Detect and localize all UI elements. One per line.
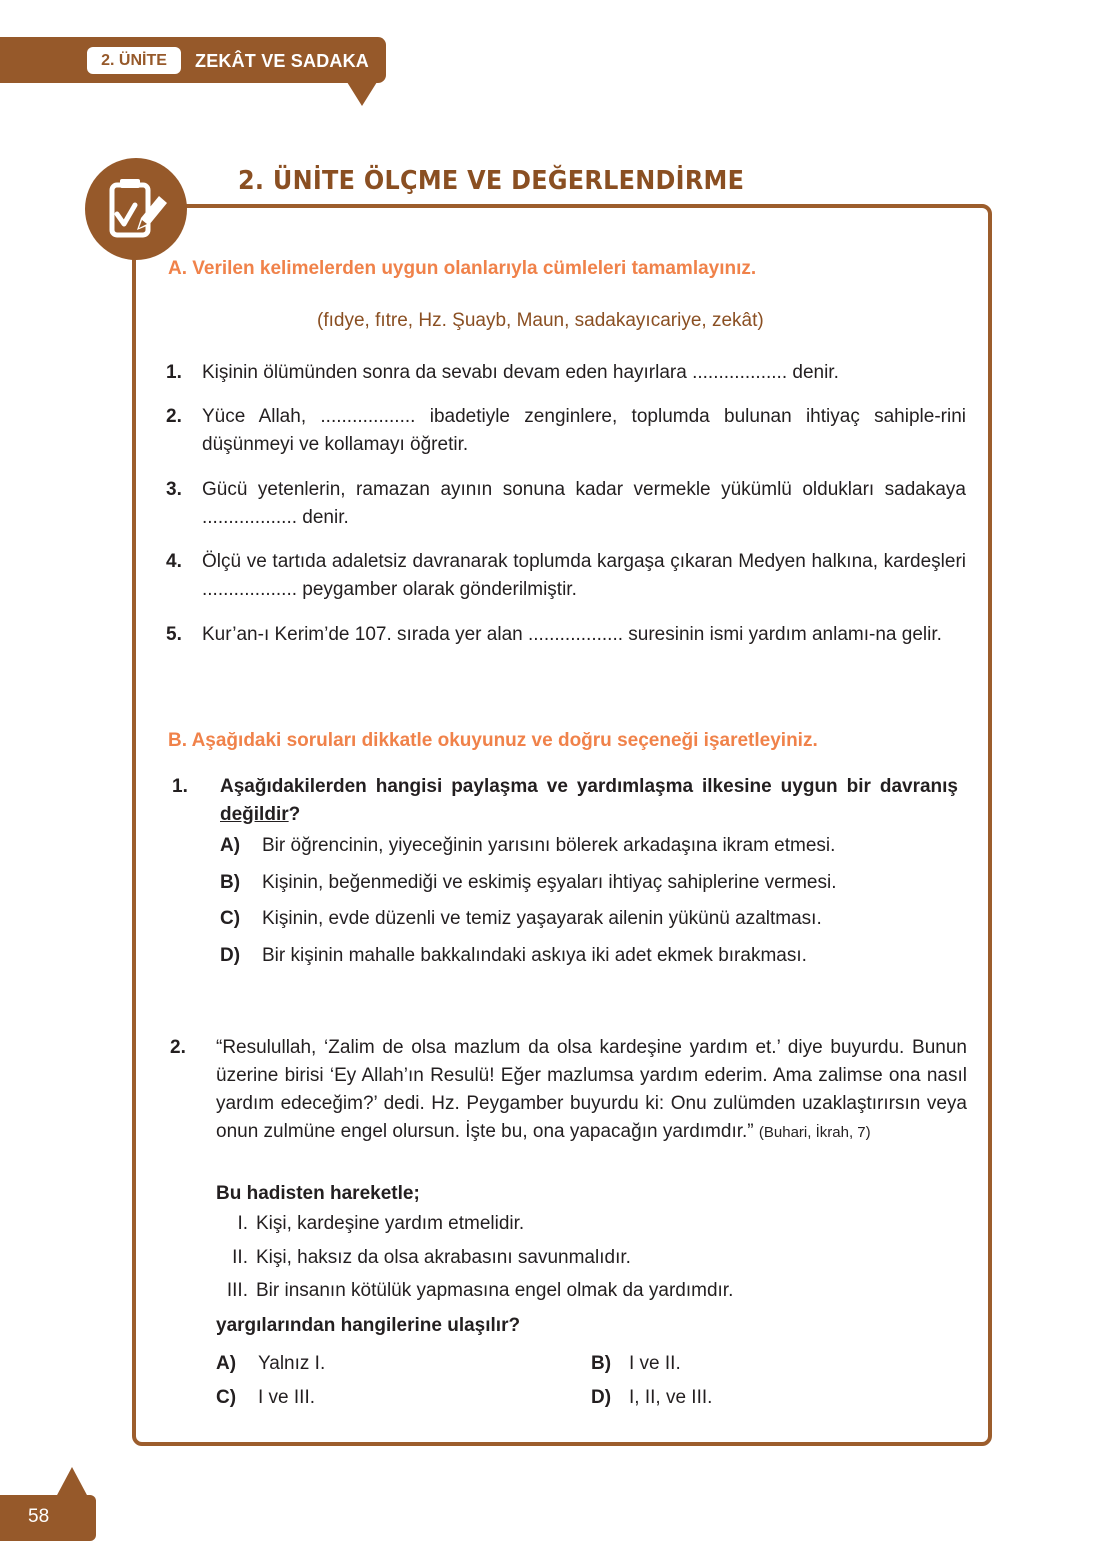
unit-label-badge: 2. ÜNİTE (87, 47, 181, 74)
question-number: 2. (170, 1037, 186, 1058)
banner-pointer (347, 82, 377, 106)
question-text: Kur’an-ı Kerim’de 107. sırada yer alan .................. suresinin ismi yardım anlamı-na gelir. (202, 624, 942, 645)
question-number: 1. (166, 362, 182, 383)
clipboard-check-pencil-icon (85, 158, 187, 260)
option-label: A) (220, 835, 241, 856)
statement-text: Kişi, haksız da olsa akrabasını savunmalıdır. (256, 1247, 631, 1268)
option-label: A) (216, 1353, 237, 1374)
option-text: Bir öğrencinin, yiyeceğinin yarısını bölerek arkadaşına ikram etmesi. (262, 835, 836, 856)
unit-title: ZEKÂT VE SADAKA (195, 51, 370, 71)
statement-text: Kişi, kardeşine yardım etmelidir. (256, 1213, 525, 1234)
question-number: 4. (166, 551, 182, 572)
stem-text: Aşağıdakilerden hangisi paylaşma ve yardımlaşma ilkesine uygun bir davranış (220, 776, 958, 797)
option-text: Kişinin, beğenmediği ve eskimiş eşyaları ihtiyaç sahiplerine vermesi. (262, 872, 837, 893)
section-title: 2. ÜNİTE ÖLÇME VE DEĞERLENDİRME (238, 166, 745, 196)
q2-option-d[interactable] (591, 1384, 712, 1412)
q1-option-a[interactable] (220, 832, 835, 860)
statement-text: Bir insanın kötülük yapmasına engel olmak da yardımdır. (256, 1280, 734, 1301)
option-text: Kişinin, evde düzenli ve temiz yaşayarak ailenin yükünü azaltması. (262, 908, 822, 929)
fill-question-4 (166, 548, 966, 604)
fill-question-1 (166, 359, 966, 387)
stem-end: ? (288, 804, 301, 825)
part-b-heading: B. Aşağıdaki soruları dikkatle okuyunuz ve doğru seçeneği işaretleyiniz. (168, 730, 818, 751)
question-number: 2. (166, 406, 182, 427)
option-text: I ve III. (258, 1387, 316, 1408)
option-text: Yalnız I. (258, 1353, 326, 1374)
option-label: B) (591, 1353, 612, 1374)
question-number: 3. (166, 479, 182, 500)
stem-emphasis: değildir (220, 804, 289, 825)
mc-question-2 (170, 1034, 967, 1147)
question-text: Yüce Allah, .................. ibadetiyle zenginlere, toplumda bulunan ihtiyaç sahiple-rini düşünmeyi ve kollamayı öğretir. (202, 406, 966, 455)
statement-2 (212, 1244, 631, 1272)
question-text: Ölçü ve tartıda adaletsiz davranarak toplumda kargaşa çıkaran Medyen halkına, kardeşleri .................. peygamber olarak gönderilmiştir. (202, 551, 966, 600)
fill-question-3 (166, 476, 966, 532)
question-number: 5. (166, 624, 182, 645)
question-text: Kişinin ölümünden sonra da sevabı devam eden hayırlara .................. denir. (202, 362, 839, 383)
citation: (Buhari, İkrah, 7) (758, 1124, 871, 1141)
q2-option-a[interactable] (216, 1350, 325, 1378)
quote-text: “Resulullah, ‘Zalim de olsa mazlum da olsa kardeşine yardım et.’ diye buyurdu. Bunun üzerine birisi ‘Ey Allah’ın Resulü! Eğer mazlumsa yardım ederim. Ama zalimse ona nasıl yardım edeceğim?’ dedi. Hz. Peygamber buyurdu ki: Onu zulümden uzaklaştırırsın veya onun zulmüne engel olursun. İşte bu, ona yapacağın yardımdır.” (216, 1037, 967, 1142)
question-number: 1. (172, 776, 188, 797)
fill-question-2 (166, 403, 966, 459)
q2-option-b[interactable] (591, 1350, 681, 1378)
roman-numeral: III. (226, 1280, 248, 1301)
option-label: B) (220, 872, 241, 893)
roman-numeral: II. (232, 1247, 248, 1268)
statement-1 (212, 1210, 524, 1238)
word-bank: (fıdye, fıtre, Hz. Şuayb, Maun, sadakayıcariye, zekât) (317, 310, 764, 331)
roman-numeral: I. (237, 1213, 248, 1234)
option-text: Bir kişinin mahalle bakkalındaki askıya iki adet ekmek bırakması. (262, 945, 807, 966)
fill-question-5 (166, 621, 966, 649)
page-tab-pointer (56, 1467, 88, 1497)
q2-question: yargılarından hangilerine ulaşılır? (216, 1315, 521, 1336)
unit-banner (0, 37, 386, 83)
q1-option-c[interactable] (220, 905, 822, 933)
q1-option-d[interactable] (220, 942, 807, 970)
page-number: 58 (28, 1506, 50, 1527)
q2-option-c[interactable] (216, 1384, 315, 1412)
option-label: C) (220, 908, 241, 929)
part-a-heading: A. Verilen kelimelerden uygun olanlarıyla cümleleri tamamlayınız. (168, 258, 757, 279)
option-label: D) (591, 1387, 612, 1408)
statement-3 (212, 1277, 733, 1305)
q2-lead: Bu hadisten hareketle; (216, 1183, 420, 1204)
question-text: Gücü yetenlerin, ramazan ayının sonuna kadar vermekle yükümlü oldukları sadakaya .................. denir. (202, 479, 966, 528)
option-text: I ve II. (629, 1353, 681, 1374)
option-text: I, II, ve III. (629, 1387, 713, 1408)
hadith-quote (216, 1034, 967, 1147)
option-label: D) (220, 945, 241, 966)
q1-option-b[interactable] (220, 869, 836, 897)
mc-question-1 (172, 773, 958, 829)
option-label: C) (216, 1387, 237, 1408)
question-stem (220, 773, 958, 829)
